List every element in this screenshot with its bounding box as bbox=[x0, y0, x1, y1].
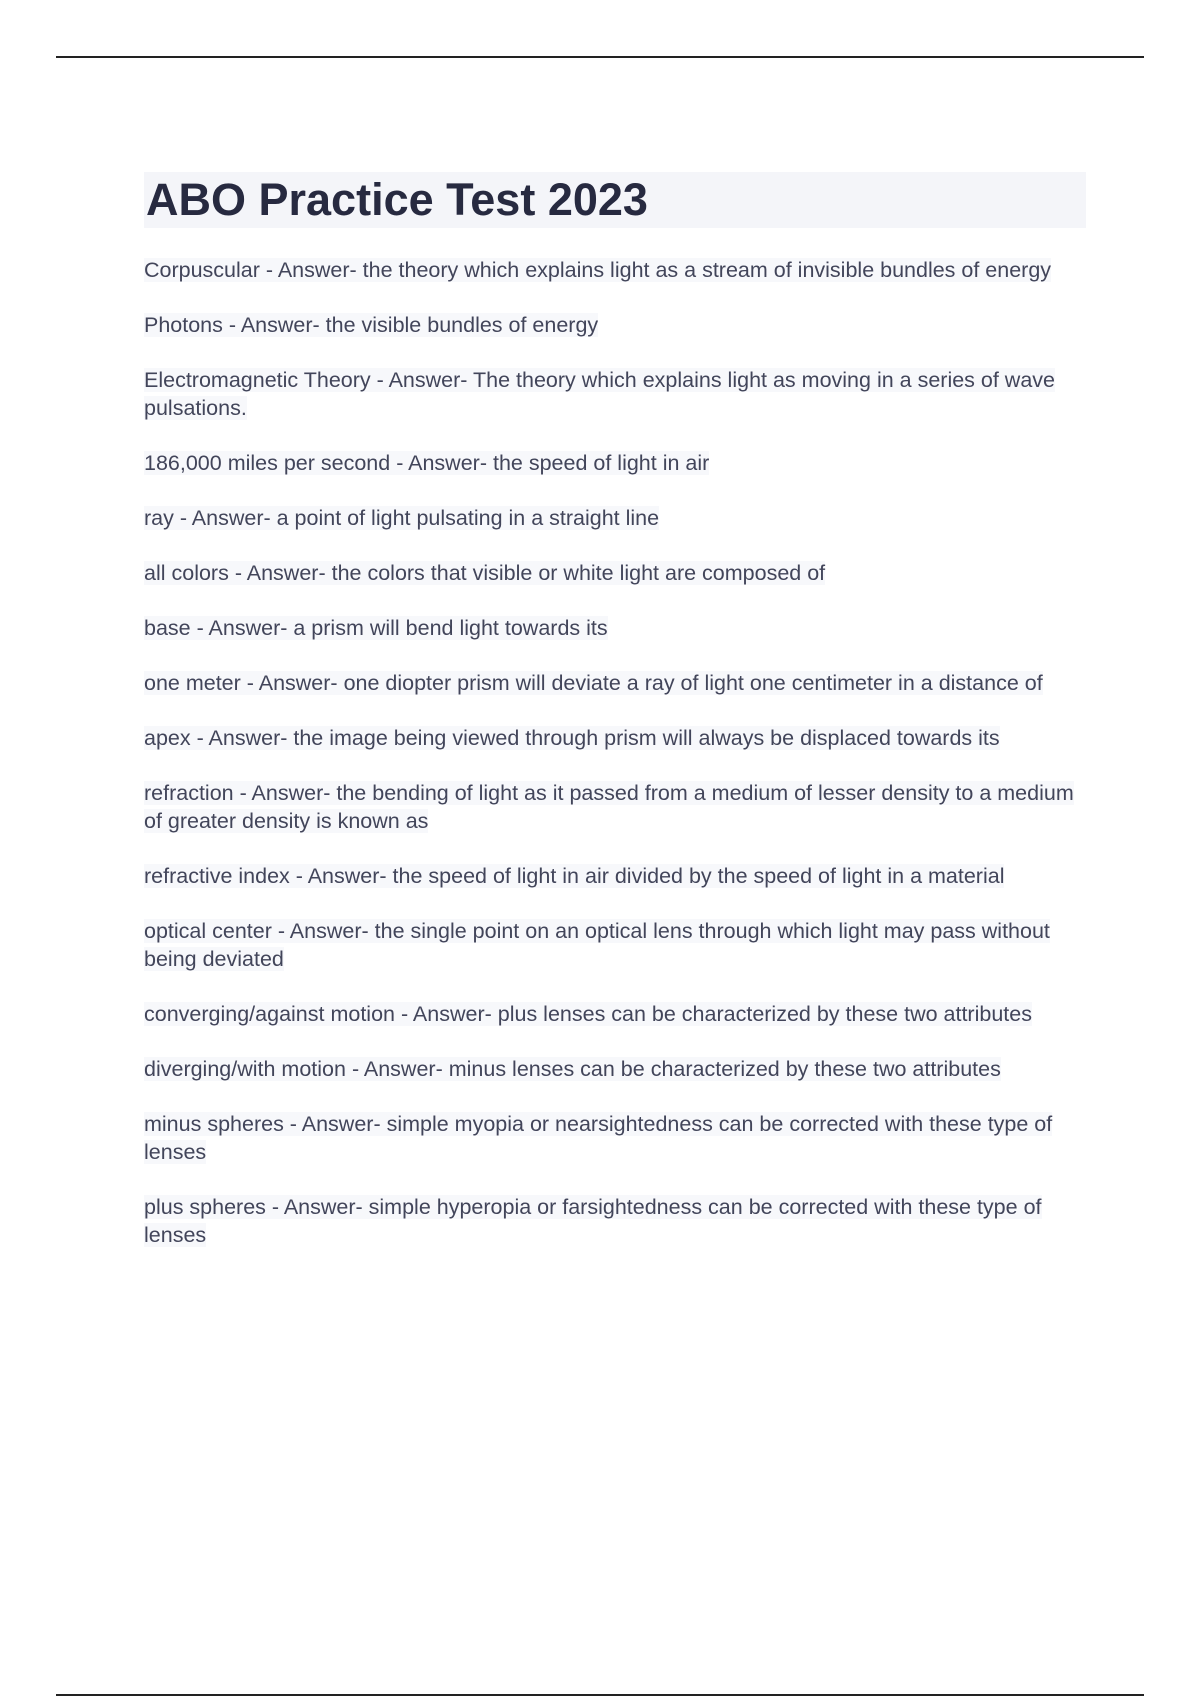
separator: - Answer- bbox=[233, 781, 337, 805]
answer: the theory which explains light as a stream of invisible bundles of energy bbox=[362, 258, 1052, 282]
separator: - Answer- bbox=[271, 919, 375, 943]
term: Corpuscular bbox=[144, 258, 260, 282]
list-item bbox=[144, 1000, 1086, 1028]
list-item bbox=[144, 559, 1086, 587]
list-item bbox=[144, 779, 1086, 835]
list-item bbox=[144, 614, 1086, 642]
list-item bbox=[144, 1193, 1086, 1249]
page-content bbox=[144, 172, 1086, 1276]
answer: the speed of light in air bbox=[492, 451, 710, 475]
term: refractive index bbox=[144, 864, 290, 888]
top-rule bbox=[56, 56, 1144, 58]
term: Photons bbox=[144, 313, 223, 337]
answer: the image being viewed through prism will always be displaced towards its bbox=[293, 726, 1000, 750]
separator: - Answer- bbox=[190, 616, 294, 640]
separator: - Answer- bbox=[259, 258, 363, 282]
term: plus spheres bbox=[144, 1195, 266, 1219]
answer: simple myopia or nearsightedness can be corrected with these type of lenses bbox=[144, 1112, 1053, 1164]
answer: The theory which explains light as moving in a series of wave pulsations. bbox=[144, 368, 1055, 420]
answer: a point of light pulsating in a straight line bbox=[276, 506, 660, 530]
qa-list bbox=[144, 256, 1086, 1249]
page-title: ABO Practice Test 2023 bbox=[144, 172, 1086, 228]
term: refraction bbox=[144, 781, 234, 805]
answer: the speed of light in air divided by the speed of light in a material bbox=[392, 864, 1005, 888]
list-item bbox=[144, 917, 1086, 973]
separator: - Answer- bbox=[228, 561, 332, 585]
separator: - Answer- bbox=[240, 671, 344, 695]
separator: - Answer- bbox=[345, 1057, 449, 1081]
separator: - Answer- bbox=[395, 1002, 498, 1026]
bottom-rule bbox=[56, 1694, 1144, 1696]
separator: - Answer- bbox=[173, 506, 277, 530]
term: converging/against motion bbox=[144, 1002, 395, 1026]
list-item bbox=[144, 669, 1086, 697]
answer: a prism will bend light towards its bbox=[293, 616, 608, 640]
answer: the visible bundles of energy bbox=[325, 313, 599, 337]
list-item bbox=[144, 1110, 1086, 1166]
separator: - Answer- bbox=[283, 1112, 387, 1136]
list-item bbox=[144, 862, 1086, 890]
answer: one diopter prism will deviate a ray of light one centimeter in a distance of bbox=[343, 671, 1043, 695]
list-item bbox=[144, 724, 1086, 752]
term: all colors bbox=[144, 561, 229, 585]
answer: the single point on an optical lens through which light may pass without being deviated bbox=[144, 919, 1050, 971]
separator: - Answer- bbox=[289, 864, 393, 888]
list-item bbox=[144, 256, 1086, 284]
list-item bbox=[144, 449, 1086, 477]
answer: minus lenses can be characterized by these two attributes bbox=[448, 1057, 1001, 1081]
answer: the colors that visible or white light are composed of bbox=[331, 561, 826, 585]
separator: - Answer- bbox=[190, 726, 294, 750]
separator: - Answer- bbox=[222, 313, 326, 337]
term: diverging/with motion bbox=[144, 1057, 346, 1081]
answer: simple hyperopia or farsightedness can be corrected with these type of lenses bbox=[144, 1195, 1042, 1247]
list-item bbox=[144, 1055, 1086, 1083]
term: ray bbox=[144, 506, 174, 530]
term: apex bbox=[144, 726, 191, 750]
separator: - Answer- bbox=[390, 451, 493, 475]
term: minus spheres bbox=[144, 1112, 284, 1136]
list-item bbox=[144, 311, 1086, 339]
list-item bbox=[144, 366, 1086, 422]
term: optical center bbox=[144, 919, 272, 943]
term: base bbox=[144, 616, 191, 640]
separator: - Answer- bbox=[265, 1195, 369, 1219]
list-item bbox=[144, 504, 1086, 532]
term: one meter bbox=[144, 671, 241, 695]
term: 186,000 miles per second bbox=[144, 451, 391, 475]
separator: - Answer- bbox=[370, 368, 474, 392]
answer: plus lenses can be characterized by these two attributes bbox=[497, 1002, 1032, 1026]
answer: the bending of light as it passed from a medium of lesser density to a medium of greater density is known as bbox=[144, 781, 1074, 833]
term: Electromagnetic Theory bbox=[144, 368, 371, 392]
